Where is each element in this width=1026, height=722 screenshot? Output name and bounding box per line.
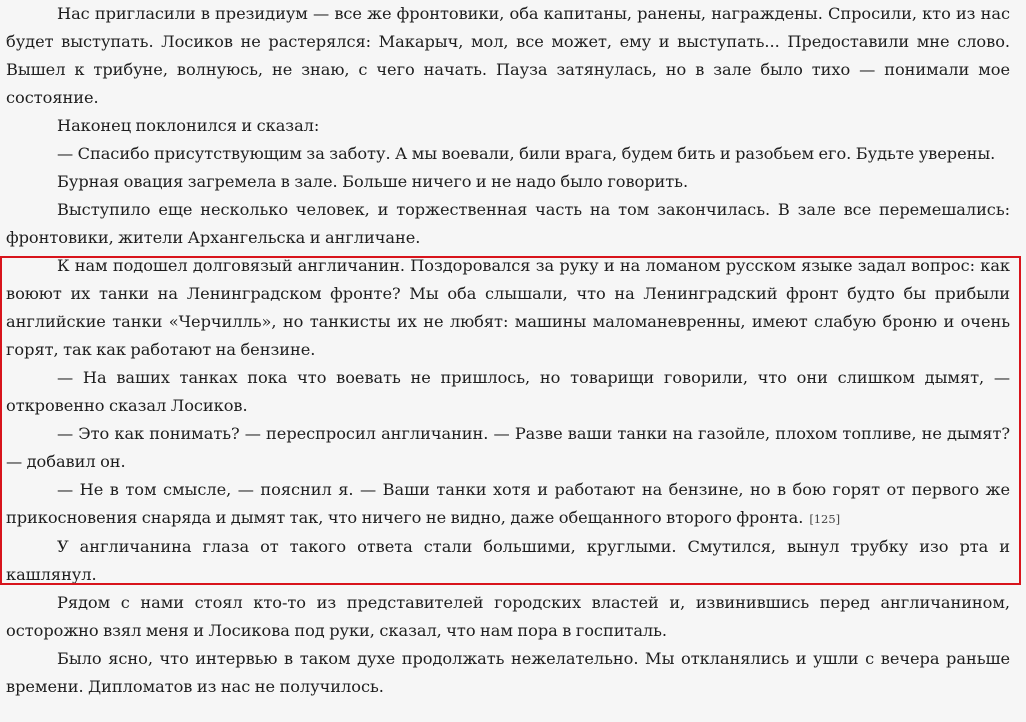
paragraph: Нас пригласили в президиум — все же фронтовики, оба капитаны, ранены, награждены. Спросили, кто из нас будет выступать. Лосиков не растерялся: Макарыч, мол, все может, ему и выступать... Предоставили мне слово. Вышел к трибуне, волнуюсь, не знаю, с чего начать. Пауза затянулась, но в зале было тихо — понимали мое состояние. bbox=[6, 4, 1010, 107]
paragraph: — Спасибо присутствующим за заботу. А мы воевали, били врага, будем бить и разобьем его. Будьте уверены. bbox=[57, 144, 996, 163]
footnote-link[interactable]: [125] bbox=[809, 512, 841, 526]
paragraph: Выступило еще несколько человек, и торжественная часть на том закончилась. В зале все перемешались: фронтовики, жители Архангельска и англичане. bbox=[6, 200, 1010, 247]
highlighted-paragraph: К нам подошел долговязый англичанин. Поздоровался за руку и на ломаном русском языке задал вопрос: как воюют их танки на Ленинградском фронте? Мы оба слышали, что на Ленинградский фронт будто бы прибыли английские танки «Черчилль», но танкисты их не любят: машины маломаневренны, имеют слабую броню и очень горят, так как работают на бензине. bbox=[6, 256, 1010, 359]
document-page bbox=[6, 0, 1010, 701]
paragraph: Наконец поклонился и сказал: bbox=[57, 116, 320, 135]
paragraph-text: — Не в том смысле, — пояснил я. — Ваши танки хотя и работают на бензине, но в бою горят от первого же прикосновения снаряда и дымят так, что ничего не видно, даже обещанного второго фронта. bbox=[6, 480, 1010, 527]
highlighted-paragraph: — На ваших танках пока что воевать не пришлось, но товарищи говорили, что они слишком дымят, — откровенно сказал Лосиков. bbox=[6, 368, 1010, 415]
paragraph: Бурная овация загремела в зале. Больше ничего и не надо было говорить. bbox=[57, 172, 689, 191]
highlighted-paragraph: У англичанина глаза от такого ответа стали большими, круглыми. Смутился, вынул трубку изо рта и кашлянул. bbox=[6, 537, 1010, 584]
paragraph: Рядом с нами стоял кто-то из представителей городских властей и, извинившись перед англичанином, осторожно взял меня и Лосикова под руки, сказал, что нам пора в госпиталь. bbox=[6, 593, 1010, 640]
paragraph: Было ясно, что интервью в таком духе продолжать нежелательно. Мы откланялись и ушли с вечера раньше времени. Дипломатов из нас не получилось. bbox=[6, 649, 1010, 696]
highlighted-paragraph: — Это как понимать? — переспросил англичанин. — Разве ваши танки на газойле, плохом топливе, не дымят? — добавил он. bbox=[6, 424, 1010, 471]
highlighted-paragraph bbox=[6, 476, 1010, 533]
